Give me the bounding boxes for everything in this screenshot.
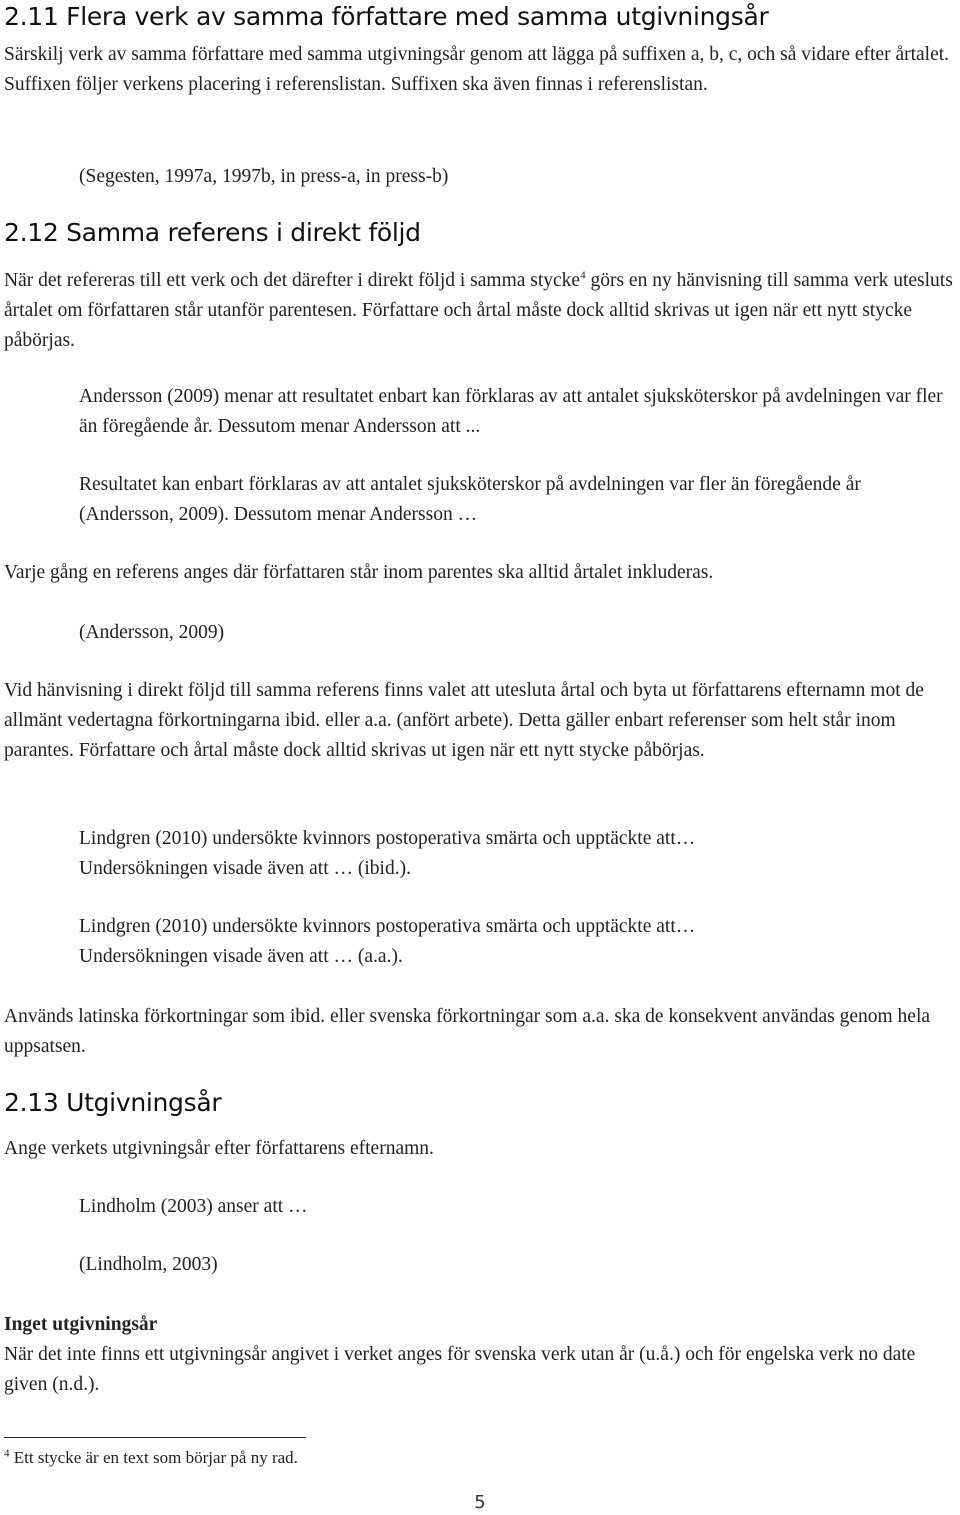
footnote-number: 4	[4, 1447, 10, 1460]
example-andersson-parenthetical: Resultatet kan enbart förklaras av att antalet sjuksköterskor på avdelningen var fler än föregående år (Andersson, 2009). Dessutom menar Andersson …	[79, 474, 861, 525]
example-andersson-2009: (Andersson, 2009)	[79, 622, 225, 643]
example-andersson-narrative: Andersson (2009) menar att resultatet enbart kan förklaras av att antalet sjuksköterskor på avdelningen var fler än föregående år. Dessutom menar Andersson att ...	[79, 386, 943, 437]
heading-2-13: 2.13 Utgivningsår	[4, 1088, 222, 1117]
example-lindgren-aa-line1: Lindgren (2010) undersökte kvinnors postoperativa smärta och upptäckte att…	[79, 916, 696, 937]
example-lindholm-parenthetical: (Lindholm, 2003)	[79, 1254, 218, 1275]
subheading-inget-utgivningsar: Inget utgivningsår	[4, 1314, 158, 1335]
paragraph-abbreviation-consistency: Används latinska förkortningar som ibid. eller svenska förkortningar som a.a. ska de konsekvent användas genom hela uppsatsen.	[4, 1006, 931, 1057]
example-lindgren-ibid-line2: Undersökningen visade även att … (ibid.).	[79, 858, 411, 879]
page-number: 5	[474, 1492, 486, 1513]
paragraph-2-12-body	[4, 266, 954, 356]
paragraph-parentes-rule: Varje gång en referens anges där författaren står inom parentes ska alltid årtalet inkluderas.	[4, 562, 714, 583]
footnote-separator	[4, 1437, 306, 1438]
example-lindgren-ibid	[79, 824, 959, 884]
paragraph-2-11-body: Särskilj verk av samma författare med samma utgivningsår genom att lägga på suffixen a, b, c, och så vidare efter årtalet. Suffixen följer verkens placering i referenslistan. Suffixen ska även finnas i referenslistan.	[4, 44, 950, 95]
paragraph-2-13-body: Ange verkets utgivningsår efter författarens efternamn.	[4, 1138, 434, 1159]
footnote-reference: 4	[580, 269, 586, 282]
example-segesten: (Segesten, 1997a, 1997b, in press-a, in press-b)	[79, 166, 449, 187]
paragraph-2-12-text-b: görs en ny hänvisning till samma verk utesluts årtalet om författaren står utanför parentesen. Författare och årtal måste dock alltid skrivas ut igen när ett nytt stycke påbörjas.	[4, 270, 953, 351]
example-lindgren-aa-line2: Undersökningen visade även att … (a.a.).	[79, 946, 403, 967]
paragraph-ibid-rule: Vid hänvisning i direkt följd till samma referens finns valet att utesluta årtal och byta ut författarens efternamn mot de allmänt vedertagna förkortningarna ibid. eller a.a. (anfört arbete). Detta gäller enbart referenser som helt står inom parantes. Författare och årtal måste dock alltid skrivas ut igen när ett nytt stycke påbörjas.	[4, 680, 924, 761]
example-lindgren-aa	[79, 912, 959, 972]
heading-2-12: 2.12 Samma referens i direkt följd	[4, 218, 421, 247]
example-lindgren-ibid-line1: Lindgren (2010) undersökte kvinnors postoperativa smärta och upptäckte att…	[79, 828, 696, 849]
footnote	[4, 1447, 298, 1469]
paragraph-no-date: När det inte finns ett utgivningsår angivet i verket anges för svenska verk utan år (u.å.) och för engelska verk no date given (n.d.).	[4, 1344, 916, 1395]
footnote-text: Ett stycke är en text som börjar på ny rad.	[9, 1448, 298, 1467]
heading-2-11: 2.11 Flera verk av samma författare med samma utgivningsår	[4, 2, 769, 31]
paragraph-2-12-text-a: När det refereras till ett verk och det därefter i direkt följd i samma stycke	[4, 270, 581, 291]
example-lindholm-narrative: Lindholm (2003) anser att …	[79, 1196, 308, 1217]
